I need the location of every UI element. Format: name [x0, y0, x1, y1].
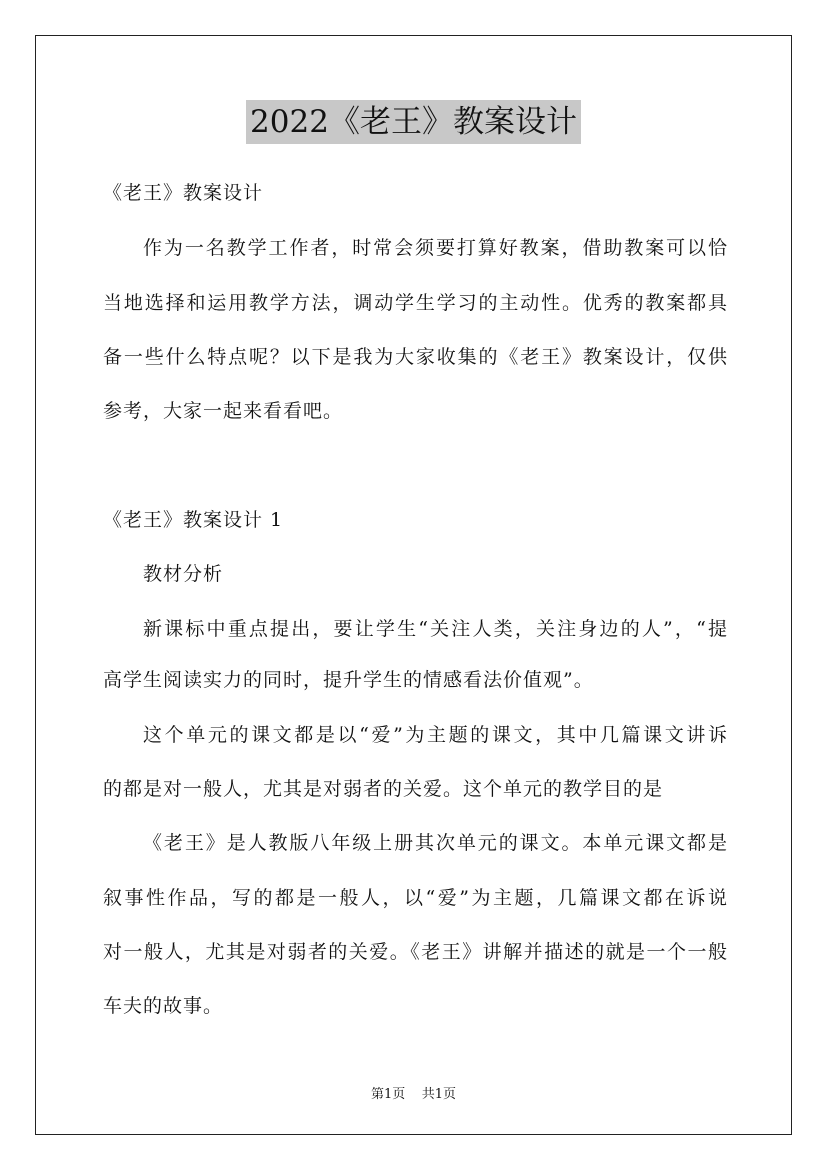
paragraph-line: 《老王》是人教版八年级上册其次单元的课文。本单元课文都是: [143, 832, 727, 854]
paragraph-line: 高学生阅读实力的同时，提升学生的情感看法价值观”。: [103, 669, 594, 691]
paragraph-line: 叙事性作品，写的都是一般人，以“爱”为主题，几篇课文都在诉说: [103, 887, 727, 909]
paragraph-line: 这个单元的课文都是以“爱”为主题的课文，其中几篇课文讲诉: [143, 724, 727, 746]
page-footer: [0, 1083, 827, 1102]
intro-line: 备一些什么特点呢？以下是我为大家收集的《老王》教案设计，仅供: [103, 346, 727, 368]
document-subtitle: 《老王》教案设计: [103, 182, 264, 204]
section-heading: 《老王》教案设计 1: [103, 509, 284, 531]
paragraph-line: 新课标中重点提出，要让学生“关注人类，关注身边的人”，“提: [143, 618, 727, 640]
intro-line: 参考，大家一起来看看吧。: [103, 400, 344, 422]
paragraph-line: 对一般人，尤其是对弱者的关爱。《老王》讲解并描述的就是一个一般: [103, 941, 727, 963]
page-number: 第1页: [370, 1087, 406, 1102]
title-block: [0, 100, 827, 144]
subheading: 教材分析: [143, 563, 224, 585]
intro-line: 作为一名教学工作者，时常会须要打算好教案，借助教案可以恰: [143, 237, 727, 259]
paragraph-line: 的都是对一般人，尤其是对弱者的关爱。这个单元的教学目的是: [103, 778, 664, 800]
document-title: 2022《老王》教案设计: [246, 100, 581, 144]
paragraph-line: 车夫的故事。: [103, 995, 224, 1017]
page-total: 共1页: [421, 1087, 457, 1102]
intro-line: 当地选择和运用教学方法，调动学生学习的主动性。优秀的教案都具: [103, 292, 727, 314]
